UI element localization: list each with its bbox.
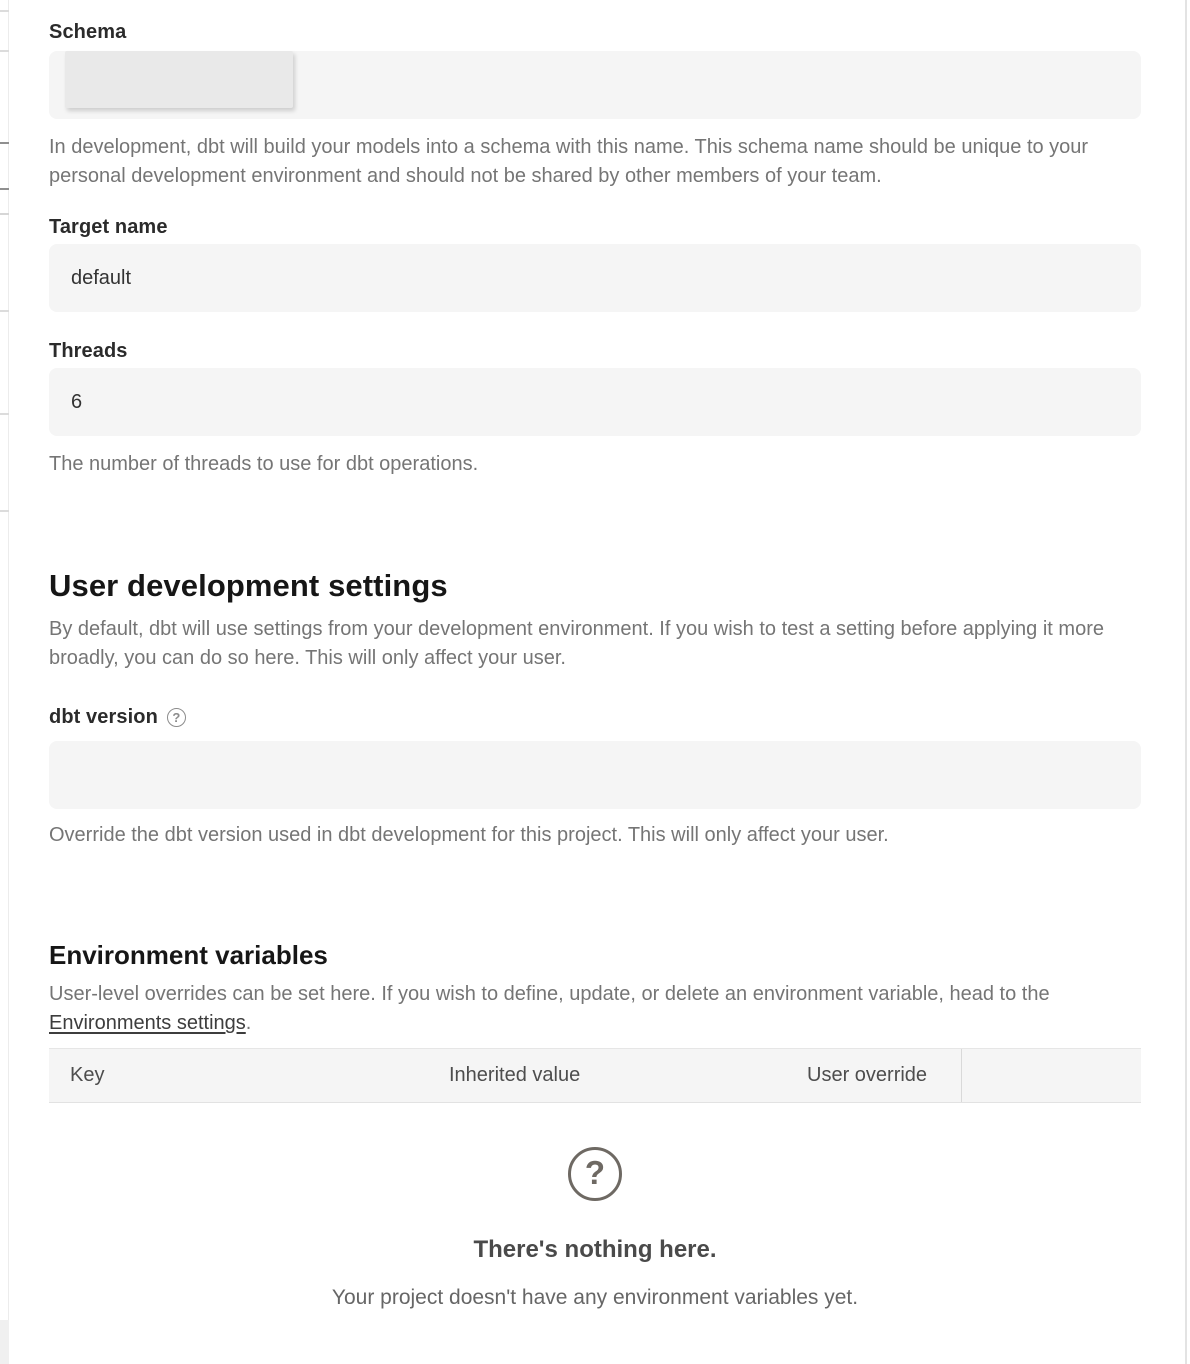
edge-tick — [0, 510, 9, 512]
environments-settings-link[interactable]: Environments settings — [49, 1012, 246, 1034]
dbt-version-help-text: Override the dbt version used in dbt development for this project. This will only affect your user. — [49, 824, 889, 846]
schema-label: Schema — [49, 21, 127, 43]
target-name-label: Target name — [49, 216, 168, 238]
edge-tick — [0, 413, 9, 415]
question-circle-icon: ? — [568, 1147, 622, 1201]
edge-tick — [0, 188, 9, 190]
environment-variables-description — [49, 980, 1141, 1038]
edge-tick — [0, 50, 9, 52]
schema-help-text: In development, dbt will build your models into a schema with this name. This schema name should be unique to your personal development environment and should not be shared by other members of your team. — [49, 136, 1089, 187]
environment-variables-description-text: User-level overrides can be set here. If you wish to define, update, or delete an environment variable, head to the — [49, 983, 1050, 1005]
user-development-settings-title: User development settings — [49, 568, 448, 603]
column-header-actions — [961, 1049, 1141, 1102]
environment-variables-title: Environment variables — [49, 940, 328, 970]
threads-label: Threads — [49, 340, 128, 362]
column-header-key: Key — [70, 1064, 105, 1086]
env-variables-table-header — [49, 1048, 1141, 1103]
user-development-settings-description: By default, dbt will use settings from your development environment. If you wish to test a setting before applying it more broadly, you can do so here. This will only affect your user. — [49, 618, 1104, 669]
dbt-version-label-row — [49, 705, 1141, 729]
schema-input[interactable] — [49, 51, 1141, 119]
edge-tick — [0, 142, 9, 144]
target-name-input[interactable] — [49, 244, 1141, 312]
edge-bottom-block — [0, 1320, 9, 1364]
schema-loading-skeleton — [65, 51, 293, 108]
left-panel-edge — [0, 0, 9, 1364]
edge-tick — [0, 310, 9, 312]
environment-variables-description-period: . — [245, 1012, 252, 1034]
threads-input[interactable] — [49, 368, 1141, 436]
dbt-version-input[interactable] — [49, 741, 1141, 809]
help-circle-icon[interactable]: ? — [167, 708, 186, 727]
column-header-inherited-value: Inherited value — [449, 1064, 581, 1086]
empty-state-subtitle: Your project doesn't have any environment variables yet. — [331, 1286, 859, 1309]
env-variables-empty-state — [49, 1147, 1141, 1312]
empty-state-title: There's nothing here. — [473, 1236, 717, 1263]
column-header-user-override: User override — [807, 1064, 928, 1086]
dbt-version-label: dbt version — [49, 706, 158, 728]
scrollbar-track-border — [1185, 0, 1187, 1364]
threads-help-text: The number of threads to use for dbt operations. — [49, 453, 479, 475]
edge-tick — [0, 10, 9, 12]
edge-tick — [0, 213, 9, 215]
